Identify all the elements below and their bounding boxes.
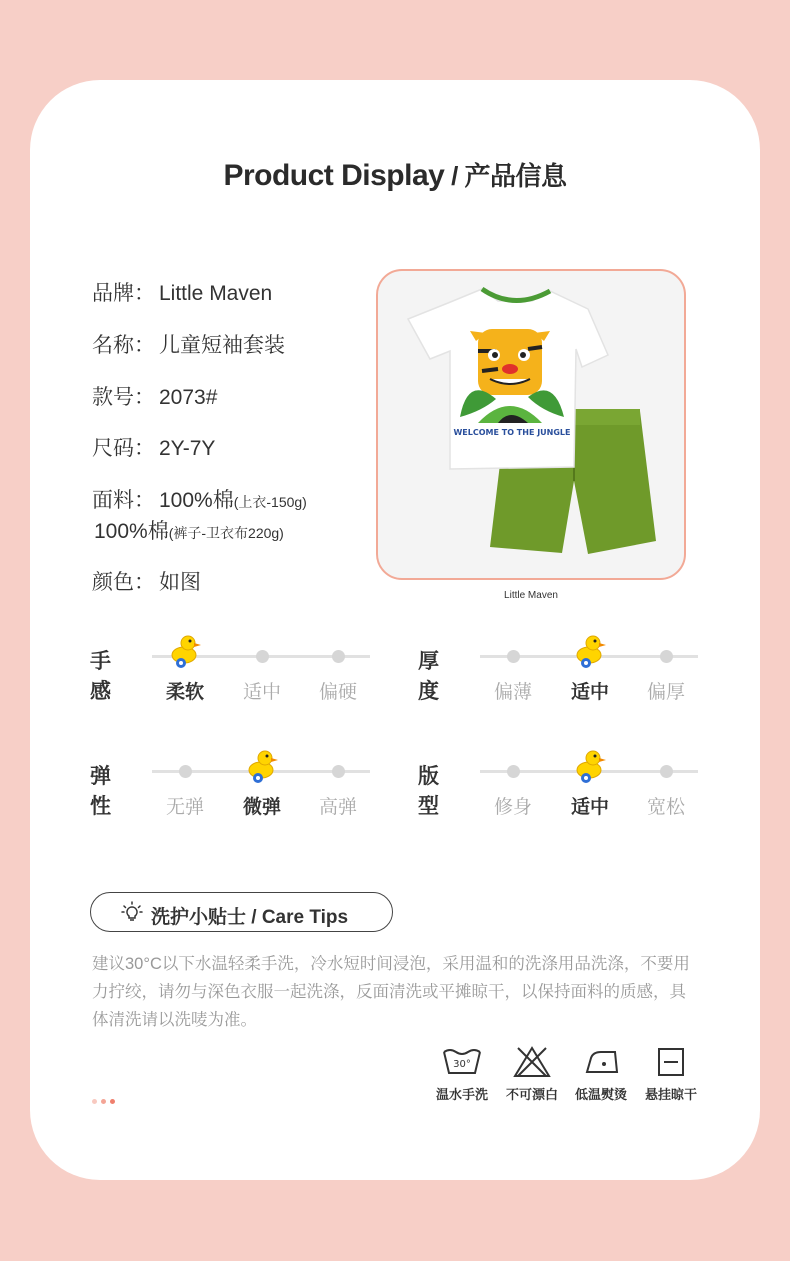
care-item-hand-wash [427,1046,497,1103]
care-label: 不可漂白 [505,1087,558,1102]
scale-label: 弹性 [90,765,111,818]
scale-option: 偏硬 [318,682,357,703]
no-bleach-icon [512,1046,552,1078]
care-item-hang-dry [636,1046,706,1103]
scale-dot [256,650,269,663]
duck-marker-icon [245,748,279,784]
title-cn: 产品信息 [464,161,567,191]
duck-marker-icon [573,748,607,784]
page-title [0,156,790,193]
scale-dot [332,765,345,778]
product-caption: Little Maven [504,590,558,601]
scale-label: 版型 [418,765,439,818]
low-iron-icon [581,1046,621,1078]
care-label: 低温熨烫 [574,1087,627,1102]
care-item-low-iron [566,1046,636,1103]
spec-fabric-bottom [94,515,284,545]
scale-dot [507,650,520,663]
spec-model-label: 款号： [92,386,155,409]
scale-option: 宽松 [646,797,685,818]
spec-name-label: 名称： [92,334,155,357]
care-tips-text: 建议30°C以下水温轻柔手洗，冷水短时间浸泡，采用温和的洗涤用品洗涤，不要用力拧绞，请勿与深色衣服一起洗涤，反面清洗或平摊晾干，以保持面料的质感，具体清洗请以洗唛为准。 [92,955,690,1029]
spec-fabric [92,484,307,514]
scale-option: 微弹 [242,797,281,818]
scale-option: 无弹 [165,797,204,818]
scale-dot [179,765,192,778]
scale-label: 厚度 [418,650,439,703]
spec-size-value: 2Y-7Y [159,437,216,460]
scale-option: 偏薄 [493,682,532,703]
wash-temp-text: 30° [453,1059,471,1070]
duck-marker-icon [168,633,202,669]
lightbulb-icon [121,901,143,923]
spec-color-label: 颜色： [92,571,155,594]
scale-dot [660,650,673,663]
title-separator: / [444,161,465,191]
product-image [376,269,686,580]
scale-dot [507,765,520,778]
spec-brand [92,277,272,307]
scale-option: 适中 [570,682,609,703]
hand-wash-icon [442,1046,482,1078]
care-tips-heading [90,892,393,932]
spec-brand-value: Little Maven [159,282,273,305]
scale-option: 偏厚 [646,682,685,703]
care-tips-heading-text: 洗护小贴士 / Care Tips [151,907,349,928]
scale-dot [332,650,345,663]
title-en: Product Display [223,159,445,192]
scale-option: 修身 [493,797,532,818]
scale-label: 手感 [90,650,111,703]
care-label: 温水手洗 [435,1087,488,1102]
spec-fabric-note-top: (上衣-150g) [233,494,307,510]
page-dot [101,1099,106,1104]
spec-size-label: 尺码： [92,437,155,460]
scale-option: 高弹 [318,797,357,818]
spec-color [92,566,201,596]
page-dot [92,1099,97,1104]
care-item-no-bleach [497,1046,567,1103]
duck-marker-icon [573,633,607,669]
spec-model-value: 2073# [159,386,218,409]
spec-name [92,329,285,359]
page-dot [110,1099,115,1104]
spec-model [92,381,217,411]
hang-dry-icon [651,1046,691,1078]
spec-name-value: 儿童短袖套装 [159,334,285,357]
spec-fabric-value-top: 100%棉 [159,489,234,512]
scale-option: 适中 [242,682,281,703]
scale-option: 适中 [570,797,609,818]
care-label: 悬挂晾干 [644,1087,697,1102]
page-indicator [92,1091,119,1109]
spec-color-value: 如图 [159,571,201,594]
spec-brand-label: 品牌： [92,282,155,305]
spec-fabric-label: 面料： [92,489,155,512]
shirt-print-text: WELCOME TO THE JUNGLE [453,428,571,437]
scale-dot [660,765,673,778]
outfit-illustration [378,271,684,578]
spec-fabric-value-bottom: 100%棉 [94,520,169,543]
spec-fabric-note-bottom: (裤子-卫衣布220g) [168,525,284,541]
spec-size [92,432,215,462]
scale-option: 柔软 [165,682,204,703]
